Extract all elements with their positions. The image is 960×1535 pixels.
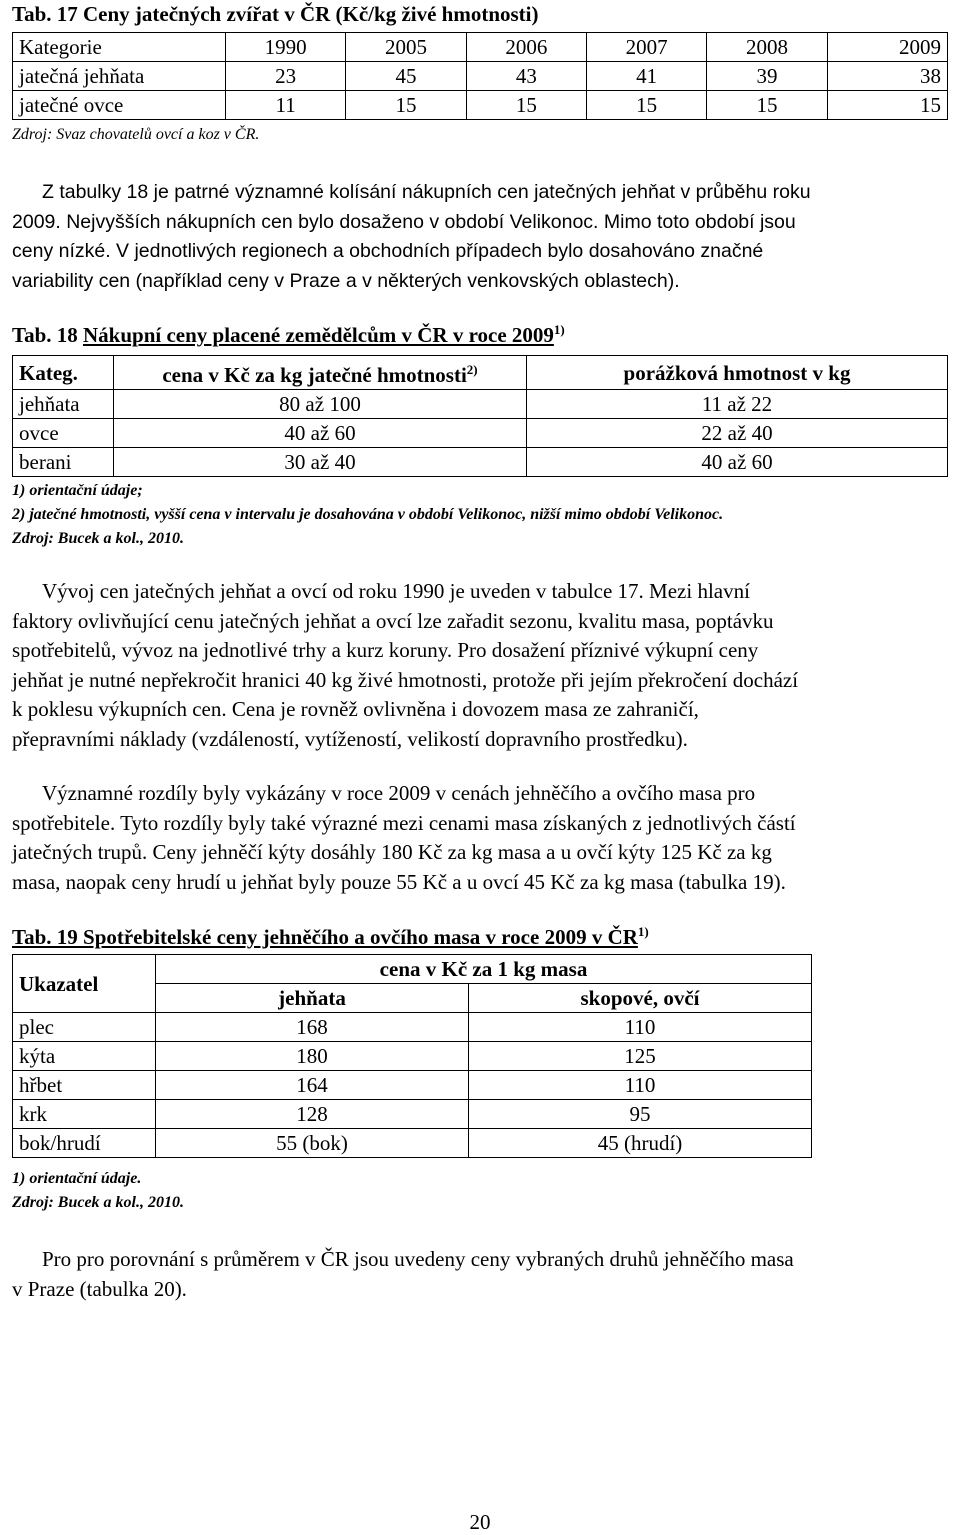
tab19-caption xyxy=(12,924,649,950)
table-cell: 38 xyxy=(827,62,947,91)
table-header: 2009 xyxy=(827,33,947,62)
paragraph-line: spotřebitele. Tyto rozdíly byly také výrazné mezi cenami masa získaných z jednotlivých částí xyxy=(12,810,796,835)
table-cell: 110 xyxy=(469,1071,812,1100)
paragraph-line: k poklesu výkupních cen. Cena je rovněž ovlivněna i dovozem masa ze zahraničí, xyxy=(12,697,699,721)
tab18-caption-sup: 1) xyxy=(553,322,565,337)
table-header: 2006 xyxy=(466,33,586,62)
paragraph-line: Významné rozdíly byly vykázány v roce 2009 v cenách jehněčího a ovčího masa pro xyxy=(42,781,756,805)
tab17-caption: Tab. 17 Ceny jatečných zvířat v ČR (Kč/kg živé hmotnosti) xyxy=(12,2,539,26)
tab18-caption xyxy=(12,322,565,348)
table-header: 1990 xyxy=(226,33,346,62)
tab19-note-1: 1) orientační údaje. xyxy=(12,1170,142,1187)
table-header: jehňata xyxy=(156,984,469,1013)
page-number: 20 xyxy=(469,1510,491,1534)
table-header: porážková hmotnost v kg xyxy=(527,356,948,390)
tab19-table xyxy=(12,954,812,1158)
tab17-table xyxy=(12,32,948,120)
tab18-note-1: 1) orientační údaje; xyxy=(12,482,143,499)
table-cell: 23 xyxy=(226,62,346,91)
paragraph-1 xyxy=(12,178,948,296)
table-cell: 95 xyxy=(469,1100,812,1129)
table-cell: 180 xyxy=(156,1042,469,1071)
tab18-header-row xyxy=(13,356,948,390)
table-cell: 125 xyxy=(469,1042,812,1071)
table-cell: 22 až 40 xyxy=(527,419,948,448)
table-row xyxy=(13,1013,812,1042)
table-cell: 40 až 60 xyxy=(114,419,527,448)
paragraph-line: ceny nízké. V jednotlivých regionech a obchodních případech bylo dosahováno značné xyxy=(12,240,764,262)
table-row xyxy=(13,390,948,419)
table-cell: 45 (hrudí) xyxy=(469,1129,812,1158)
table-row xyxy=(13,448,948,477)
paragraph-2 xyxy=(12,577,948,754)
tab17-source: Zdroj: Svaz chovatelů ovcí a koz v ČR. xyxy=(12,126,260,143)
table-row xyxy=(13,419,948,448)
table-cell: jatečné ovce xyxy=(13,91,226,120)
tab19-caption-sup: 1) xyxy=(637,924,649,939)
table-cell: ovce xyxy=(13,419,114,448)
paragraph-line: Pro pro porovnání s průměrem v ČR jsou uvedeny ceny vybraných druhů jehněčího masa xyxy=(42,1247,794,1271)
paragraph-line: jatečných trupů. Ceny jehněčí kýty dosáhly 180 Kč za kg masa a u ovčí kýty 125 Kč za kg xyxy=(12,840,772,864)
tab19-header-row-1 xyxy=(13,955,812,984)
table-header: 2005 xyxy=(346,33,466,62)
table-row xyxy=(13,91,948,120)
table-cell: 15 xyxy=(466,91,586,120)
table-cell: 164 xyxy=(156,1071,469,1100)
paragraph-4 xyxy=(12,1245,948,1304)
table-cell: hřbet xyxy=(13,1071,156,1100)
paragraph-3 xyxy=(12,779,948,897)
table-row xyxy=(13,1100,812,1129)
table-cell: 168 xyxy=(156,1013,469,1042)
table-cell: 41 xyxy=(586,62,706,91)
table-header: 2007 xyxy=(586,33,706,62)
table-header: 2008 xyxy=(707,33,827,62)
table-header: cena v Kč za 1 kg masa xyxy=(156,955,812,984)
tab18-caption-text: Nákupní ceny placené zemědělcům v ČR v roce 2009 xyxy=(83,323,554,347)
table-cell: plec xyxy=(13,1013,156,1042)
table-row xyxy=(13,1071,812,1100)
table-header: Kateg. xyxy=(13,356,114,390)
table-header: skopové, ovčí xyxy=(469,984,812,1013)
paragraph-line: v Praze (tabulka 20). xyxy=(12,1276,187,1301)
tab18-note-2: 2) jatečné hmotnosti, vyšší cena v intervalu je dosahována v období Velikonoc, nižší mimo období Velikonoc. xyxy=(12,506,724,523)
table-cell: 43 xyxy=(466,62,586,91)
paragraph-line: masa, naopak ceny hrudí u jehňat byly pouze 55 Kč a u ovcí 45 Kč za kg masa (tabulka 19). xyxy=(12,869,786,894)
table-cell: 11 xyxy=(226,91,346,120)
table-cell: 128 xyxy=(156,1100,469,1129)
tab18-caption-prefix: Tab. 18 xyxy=(12,323,84,347)
tab18-table xyxy=(12,355,948,477)
table-cell: bok/hrudí xyxy=(13,1129,156,1158)
table-cell: jehňata xyxy=(13,390,114,419)
table-cell: 11 až 22 xyxy=(527,390,948,419)
table-row xyxy=(13,62,948,91)
table-cell: kýta xyxy=(13,1042,156,1071)
table-cell: 110 xyxy=(469,1013,812,1042)
paragraph-line: faktory ovlivňující cenu jatečných jehňat a ovcí lze zařadit sezonu, kvalitu masa, poptávku xyxy=(12,608,774,633)
paragraph-line: Vývoj cen jatečných jehňat a ovcí od roku 1990 je uveden v tabulce 17. Mezi hlavní xyxy=(42,579,750,603)
table-cell: 30 až 40 xyxy=(114,448,527,477)
table-cell: jatečná jehňata xyxy=(13,62,226,91)
tab19-source: Zdroj: Bucek a kol., 2010. xyxy=(12,1194,184,1211)
tab17-header-row xyxy=(13,33,948,62)
paragraph-line: variability cen (například ceny v Praze a v některých venkovských oblastech). xyxy=(12,269,680,292)
paragraph-line: jehňat je nutné nepřekročit hranici 40 kg živé hmotnosti, protože při jejím překročení dochází xyxy=(12,667,799,692)
table-cell: 39 xyxy=(707,62,827,91)
paragraph-line: spotřebitelů, vývoz na jednotlivé trhy a kurz koruny. Pro dosažení příznivé výkupní ceny xyxy=(12,638,759,662)
table-cell: 40 až 60 xyxy=(527,448,948,477)
table-header: Kategorie xyxy=(13,33,226,62)
table-cell: 15 xyxy=(827,91,947,120)
paragraph-line: přepravními náklady (vzdáleností, vytížeností, velikostí dopravního prostředku). xyxy=(12,726,688,751)
table-cell: 55 (bok) xyxy=(156,1129,469,1158)
table-header: Ukazatel xyxy=(13,955,156,1013)
table-cell: krk xyxy=(13,1100,156,1129)
table-cell: berani xyxy=(13,448,114,477)
tab18-source: Zdroj: Bucek a kol., 2010. xyxy=(12,530,184,547)
table-cell: 15 xyxy=(586,91,706,120)
paragraph-line: 2009. Nejvyšších nákupních cen bylo dosaženo v období Velikonoc. Mimo toto období jsou xyxy=(12,210,796,233)
table-cell: 80 až 100 xyxy=(114,390,527,419)
table-row xyxy=(13,1129,812,1158)
table-row xyxy=(13,1042,812,1071)
table-header: cena v Kč za kg jatečné hmotnosti$^{2)}$ xyxy=(114,356,527,390)
table-cell: 15 xyxy=(707,91,827,120)
tab19-caption-text: Tab. 19 Spotřebitelské ceny jehněčího a ovčího masa v roce 2009 v ČR xyxy=(12,925,638,949)
table-cell: 15 xyxy=(346,91,466,120)
paragraph-line: Z tabulky 18 je patrné významné kolísání nákupních cen jatečných jehňat v průběhu roku xyxy=(42,181,811,203)
table-cell: 45 xyxy=(346,62,466,91)
